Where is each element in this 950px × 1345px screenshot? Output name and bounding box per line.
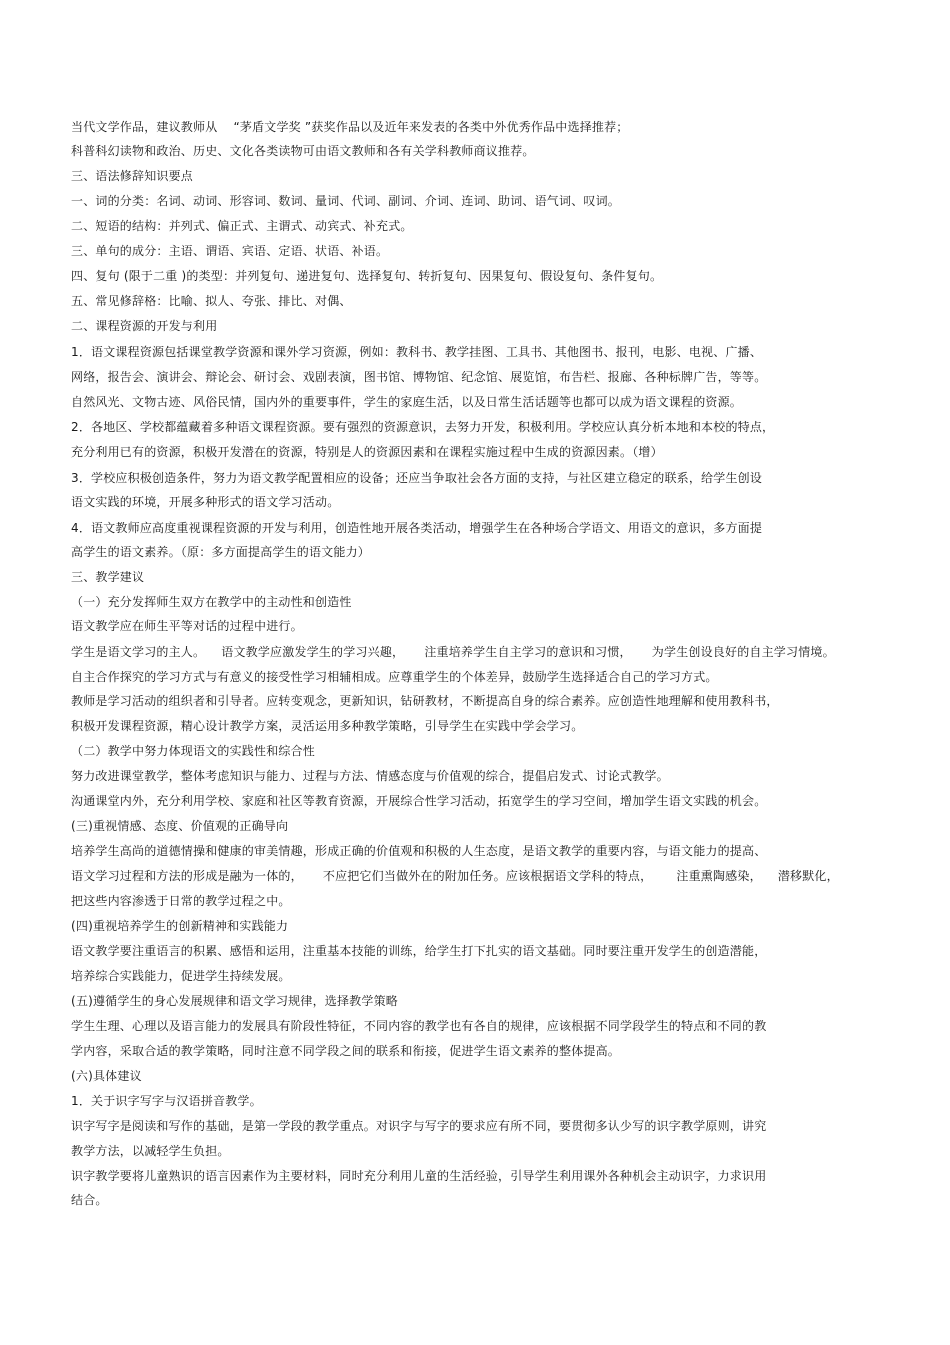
text-line: 五、常见修辞格：比喻、拟人、夸张、排比、对偶、 [71,294,352,308]
text-line: 教师是学习活动的组织者和引导者。应转变观念，更新知识，钻研教材，不断提高自身的综合素养。应创造性地理解和使用教科书， [71,694,779,708]
subsection-heading: (五)遵循学生的身心发展规律和语文学习规律，选择教学策略 [71,994,398,1008]
text-line: 高学生的语文素养。（原：多方面提高学生的语文能力） [71,545,371,559]
subsection-heading: (三)重视情感、态度、价值观的正确导向 [71,819,289,833]
section-heading: 三、教学建议 [71,570,145,584]
text-line: 培养综合实践能力，促进学生持续发展。 [71,969,291,983]
subsection-heading: (四)重视培养学生的创新精神和实践能力 [71,919,289,933]
text-line: 语文教学应在师生平等对话的过程中进行。 [71,619,303,633]
text-line: 语文教学要注重语言的积累、感悟和运用，注重基本技能的训练，给学生打下扎实的语文基础。同时要注重开发学生的创造潜能， [71,944,767,958]
text-line: 语文学习过程和方法的形成是融为一体的， 不应把它们当做外在的附加任务。应该根据语文学科的特点， 注重熏陶感染， 潜移默化， [71,869,839,883]
text-line: 2．各地区、学校都蕴藏着多种语文课程资源。要有强烈的资源意识，去努力开发，积极利用。学校应认真分析本地和本校的特点， [71,420,775,434]
text-line: 把这些内容渗透于日常的教学过程之中。 [71,894,291,908]
text-line: 四、复句 (限于二重 )的类型：并列复句、递进复句、选择复句、转折复句、因果复句、假设复句、条件复句。 [71,269,663,283]
text-line: 网络，报告会、演讲会、辩论会、研讨会、戏剧表演，图书馆、博物馆、纪念馆、展览馆，布告栏、报廊、各种标牌广告，等等。 [71,370,767,384]
text-line: 学生是语文学习的主人。 语文教学应激发学生的学习兴趣， 注重培养学生自主学习的意识和习惯， 为学生创设良好的自主学习情境。 [71,645,835,659]
text-line: 3．学校应积极创造条件，努力为语文教学配置相应的设备；还应当争取社会各方面的支持，与社区建立稳定的联系，给学生创设 [71,471,763,485]
text-line: 结合。 [71,1193,108,1207]
text-line: 三、单句的成分：主语、谓语、宾语、定语、状语、补语。 [71,244,389,258]
text-line: 学内容，采取合适的教学策略，同时注意不同学段之间的联系和衔接，促进学生语文素养的整体提高。 [71,1044,621,1058]
text-line: 自主合作探究的学习方式与有意义的接受性学习相辅相成。应尊重学生的个体差异，鼓励学生选择适合自己的学习方式。 [71,670,718,684]
text-line: 1．语文课程资源包括课堂教学资源和课外学习资源，例如：教科书、教学挂图、工具书、其他图书、报刊，电影、电视、广播、 [71,345,763,359]
subsection-heading: （二）教学中努力体现语文的实践性和综合性 [71,744,316,758]
text-line: 努力改进课堂教学，整体考虑知识与能力、过程与方法、情感态度与价值观的综合，提倡启发式、讨论式教学。 [71,769,669,783]
text-line: 培养学生高尚的道德情操和健康的审美情趣，形成正确的价值观和积极的人生态度，是语文教学的重要内容，与语文能力的提高、 [71,844,767,858]
text-line: 自然风光、文物古迹、风俗民情，国内外的重要事件，学生的家庭生活，以及日常生活话题等也都可以成为语文课程的资源。 [71,395,743,409]
text-line: 科普科幻读物和政治、历史、文化各类读物可由语文教师和各有关学科教师商议推荐。 [71,144,535,158]
text-line: 一、词的分类：名词、动词、形容词、数词、量词、代词、副词、介词、连词、助词、语气词、叹词。 [71,194,621,208]
text-line: 教学方法，以减轻学生负担。 [71,1144,230,1158]
text-line: 语文实践的环境，开展多种形式的语文学习活动。 [71,495,340,509]
text-line: 二、短语的结构：并列式、偏正式、主谓式、动宾式、补充式。 [71,219,413,233]
section-heading: 二、课程资源的开发与利用 [71,319,218,333]
section-heading: 三、语法修辞知识要点 [71,169,194,183]
text-line: 1．关于识字写字与汉语拼音教学。 [71,1094,262,1108]
text-line: 学生生理、心理以及语言能力的发展具有阶段性特征，不同内容的教学也有各自的规律，应该根据不同学段学生的特点和不同的教 [71,1019,767,1033]
text-line: 沟通课堂内外，充分利用学校、家庭和社区等教育资源，开展综合性学习活动，拓宽学生的学习空间，增加学生语文实践的机会。 [71,794,767,808]
text-line: 识字写字是阅读和写作的基础，是第一学段的教学重点。对识字与写字的要求应有所不同，要贯彻多认少写的识字教学原则，讲究 [71,1119,767,1133]
text-line: 积极开发课程资源，精心设计教学方案，灵活运用多种教学策略，引导学生在实践中学会学习。 [71,719,584,733]
subsection-heading: (六)具体建议 [71,1069,142,1083]
subsection-heading: （一）充分发挥师生双方在教学中的主动性和创造性 [71,595,352,609]
text-line: 4．语文教师应高度重视课程资源的开发与利用，创造性地开展各类活动，增强学生在各种场合学语文、用语文的意识，多方面提 [71,521,763,535]
text-line: 识字教学要将儿童熟识的语言因素作为主要材料，同时充分利用儿童的生活经验，引导学生利用课外各种机会主动识字，力求识用 [71,1169,767,1183]
text-line: 当代文学作品，建议教师从 “茅盾文学奖 ”获奖作品以及近年来发表的各类中外优秀作品中选择推荐； [71,120,629,134]
text-line: 充分利用已有的资源，积极开发潜在的资源，特别是人的资源因素和在课程实施过程中生成的资源因素。（增） [71,445,663,459]
